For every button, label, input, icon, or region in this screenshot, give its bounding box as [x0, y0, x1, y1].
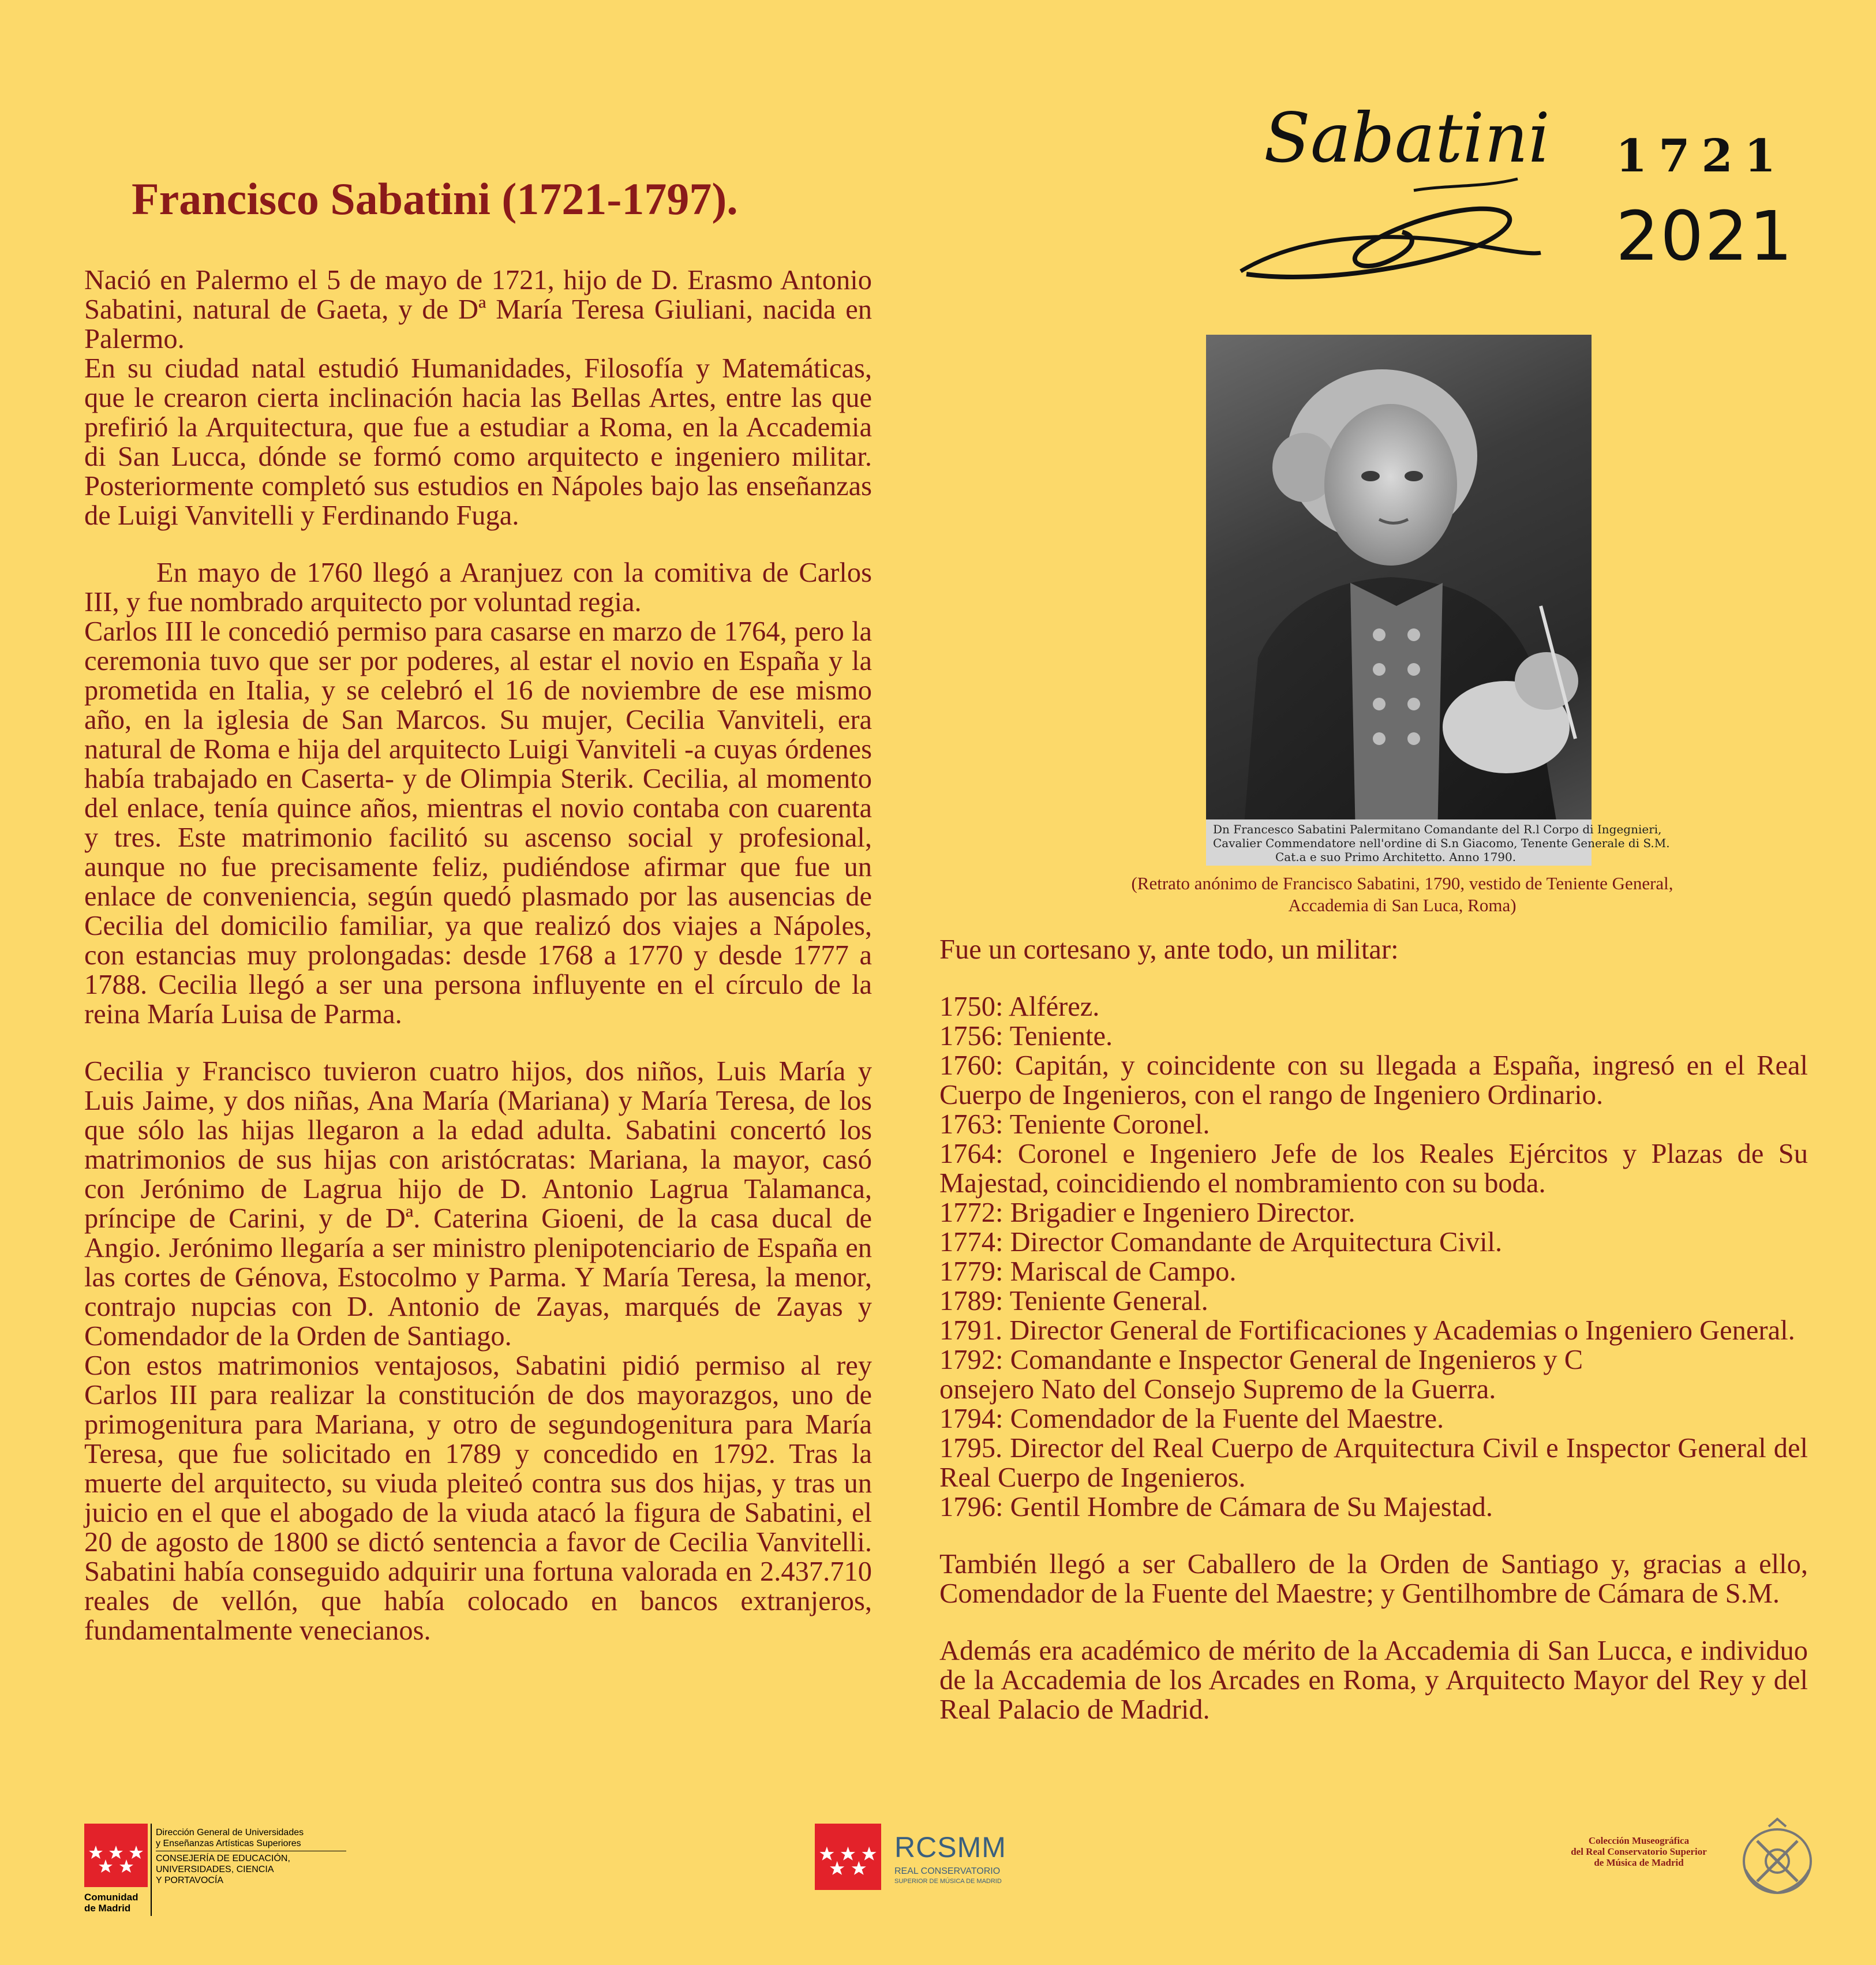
cm-dept-line: CONSEJERÍA DE EDUCACIÓN, [156, 1854, 290, 1863]
timeline-item: 1796: Gentil Hombre de Cámara de Su Majestad. [939, 1492, 1493, 1522]
career-timeline [939, 992, 1808, 1522]
honors-paragraph: También llegó a ser Caballero de la Orden de Santiago y, gracias a ello, Comendador de la Fuente del Maestre; y Gentilhombre de Cámara de S.M. [939, 1549, 1808, 1609]
caption-line-1: (Retrato anónimo de Francisco Sabatini, 1790, vestido de Teniente General, [1131, 873, 1673, 893]
timeline-item: 1756: Teniente. [939, 1021, 1113, 1051]
cm-dept-line: UNIVERSIDADES, CIENCIA [156, 1865, 274, 1874]
timeline-item: 1794: Comendador de la Fuente del Maestre. [939, 1403, 1444, 1434]
rcsmm-acronym: RCSMM [894, 1831, 1006, 1863]
portrait-inscription-3: Cat.a e suo Primo Architetto. Anno 1790. [1275, 850, 1516, 864]
timeline-item: onsejero Nato del Consejo Supremo de la Guerra. [939, 1374, 1496, 1405]
portrait-inscription-1: Dn Francesco Sabatini Palermitano Comandante del R.l Corpo di Ingegnieri, [1213, 822, 1662, 836]
madrid-flag-icon [84, 1824, 148, 1887]
bio-paragraph-arrival: En mayo de 1760 llegó a Aranjuez con la comitiva de Carlos III, y fue nombrado arquitecto por voluntad regia. [84, 557, 872, 617]
rcsmm-line2: SUPERIOR DE MÚSICA DE MADRID [894, 1878, 1002, 1885]
collection-line: de Música de Madrid [1594, 1857, 1684, 1868]
timeline-item: 1792: Comandante e Inspector General de Ingenieros y C [939, 1345, 1583, 1375]
year-2021: 2021 [1616, 196, 1794, 276]
timeline-item: 1774: Director Comandante de Arquitectura Civil. [939, 1227, 1503, 1257]
crest-icon [1734, 1818, 1821, 1899]
timeline-item: 1779: Mariscal de Campo. [939, 1256, 1237, 1287]
cm-brand-line2: de Madrid [84, 1903, 131, 1914]
portrait-painting [1206, 335, 1670, 866]
biography-column [84, 265, 872, 1645]
timeline-item: 1772: Brigadier e Ingeniero Director. [939, 1197, 1355, 1228]
academies-paragraph: Además era académico de mérito de la Accademia di San Lucca, e individuo de la Accademia de los Arcades en Roma, y Arquitecto Mayor del Rey y del Real Palacio de Madrid. [939, 1635, 1808, 1725]
military-career-column [939, 935, 1808, 1724]
timeline-item: 1760: Capitán, y coincidente con su llegada a España, ingresó en el Real Cuerpo de Ingenieros, con el rango de Ingeniero Ordinario. [939, 1050, 1808, 1110]
bio-paragraph-fortune: Con estos matrimonios ventajosos, Sabatini pidió permiso al rey Carlos III para realizar la constitución de dos mayorazgos, uno de primogenitura para Mariana, y otro de segundogenitura para María Teresa, que fue solicitado en 1789 y concedido en 1792. Tras la muerte del arquitecto, su viuda pleiteó contra sus dos hijas, y tras un juicio en el que el abogado de la viuda atacó la figura de Sabatini, el 20 de agosto de 1800 se dictó sentencia a favor de Cecilia Vanvitelli. Sabatini había conseguido adquirir una fortuna valorada en 2.437.710 reales de vellón, que había colocado en bancos extranjeros, fundamentalmente venecianos. [84, 1350, 872, 1646]
cm-dept-line: Y PORTAVOCÍA [156, 1876, 224, 1885]
timeline-item: 1789: Teniente General. [939, 1286, 1208, 1316]
timeline-item: 1763: Teniente Coronel. [939, 1109, 1210, 1140]
page-title: Francisco Sabatini (1721-1797). [132, 174, 738, 224]
collection-line: del Real Conservatorio Superior [1571, 1846, 1707, 1857]
cm-dept-line: y Enseñanzas Artísticas Superiores [156, 1839, 301, 1848]
caption-line-2: Accademia di San Luca, Roma) [1288, 895, 1516, 915]
signature-text: Sabatini [1264, 98, 1550, 178]
year-1721: 1721 [1616, 130, 1788, 182]
timeline-item: 1764: Coronel e Ingeniero Jefe de los Reales Ejércitos y Plazas de Su Majestad, coincidiendo el nombramiento con su boda. [939, 1139, 1808, 1199]
bio-paragraph-marriage: Carlos III le concedió permiso para casarse en marzo de 1764, pero la ceremonia tuvo que ser por poderes, al estar el novio en España y la prometida en Italia, y se celebró el 16 de noviembre de ese mismo año, en la iglesia de San Marcos. Su mujer, Cecilia Vanviteli, era natural de Roma e hija del arquitecto Luigi Vanviteli -a cuyas órdenes había trabajado en Caserta- y de Olimpia Sterik. Cecilia, al momento del enlace, tenía quince años, mientras el novio contaba con cuarenta y tres. Este matrimonio facilitó su ascenso social y profesional, aunque no fue precisamente feliz, pudiéndose afirmar que fue un enlace de conveniencia, según quedó plasmado por las ausencias de Cecilia del domicilio familiar, ya que realizó dos viajes a Nápoles, con estancias muy prolongadas: desde 1768 a 1770 y desde 1777 a 1788. Cecilia llegó a ser una persona influyente en el círculo de la reina María Luisa de Parma. [84, 616, 872, 1030]
timeline-item: 1750: Alférez. [939, 991, 1100, 1022]
portrait-inscription-2: Cavalier Commendatore nell'ordine di S.n Giacomo, Tenente Generale di S.M. [1213, 836, 1670, 850]
timeline-item: 1795. Director del Real Cuerpo de Arquitectura Civil e Inspector General del Real Cuerpo de Ingenieros. [939, 1433, 1808, 1493]
madrid-flag-icon [815, 1824, 881, 1890]
bio-paragraph-birth: Nació en Palermo el 5 de mayo de 1721, hijo de D. Erasmo Antonio Sabatini, natural de Gaeta, y de Dª María Teresa Giuliani, nacida en Palermo. [84, 265, 872, 354]
bio-paragraph-children: Cecilia y Francisco tuvieron cuatro hijos, dos niños, Luis María y Luis Jaime, y dos niñas, Ana María (Mariana) y María Teresa, de los que sólo las hijas llegaron a la edad adulta. Sabatini concertó los matrimonios de sus hijas con aristócratas: Mariana, la mayor, casó con Jerónimo de Lagrua hijo de D. Antonio Lagrua Talamanca, príncipe de Carini, y de Dª. Caterina Gioeni, de la casa ducal de Angio. Jerónimo llegaría a ser ministro plenipotenciario de España en las cortes de Génova, Estocolmo y Parma. Y María Teresa, la menor, contrajo nupcias con D. Antonio de Zayas, marqués de Zayas y Comendador de la Orden de Santiago. [84, 1056, 872, 1352]
cm-dept-line: Dirección General de Universidades [156, 1828, 304, 1837]
sabatini-signature [1229, 98, 1552, 289]
career-intro: Fue un cortesano y, ante todo, un militar: [939, 934, 1399, 965]
portrait-caption [1027, 873, 1777, 916]
rcsmm-line1: REAL CONSERVATORIO [894, 1866, 1001, 1876]
bio-paragraph-education: En su ciudad natal estudió Humanidades, Filosofía y Matemáticas, que le crearon cierta inclinación hacia las Bellas Artes, entre las que prefirió la Arquitectura, que fue a estudiar a Roma, en la Accademia di San Lucca, dónde se formó como arquitecto e ingeniero militar. Posteriormente completó sus estudios en Nápoles bajo las enseñanzas de Luigi Vanvitelli y Ferdinando Fuga. [84, 353, 872, 531]
cm-brand-line1: Comunidad [84, 1892, 138, 1903]
timeline-item: 1791. Director General de Fortificaciones y Academias o Ingeniero General. [939, 1315, 1795, 1346]
portrait-image [1206, 335, 1670, 866]
collection-line: Colección Museográfica [1588, 1835, 1690, 1846]
